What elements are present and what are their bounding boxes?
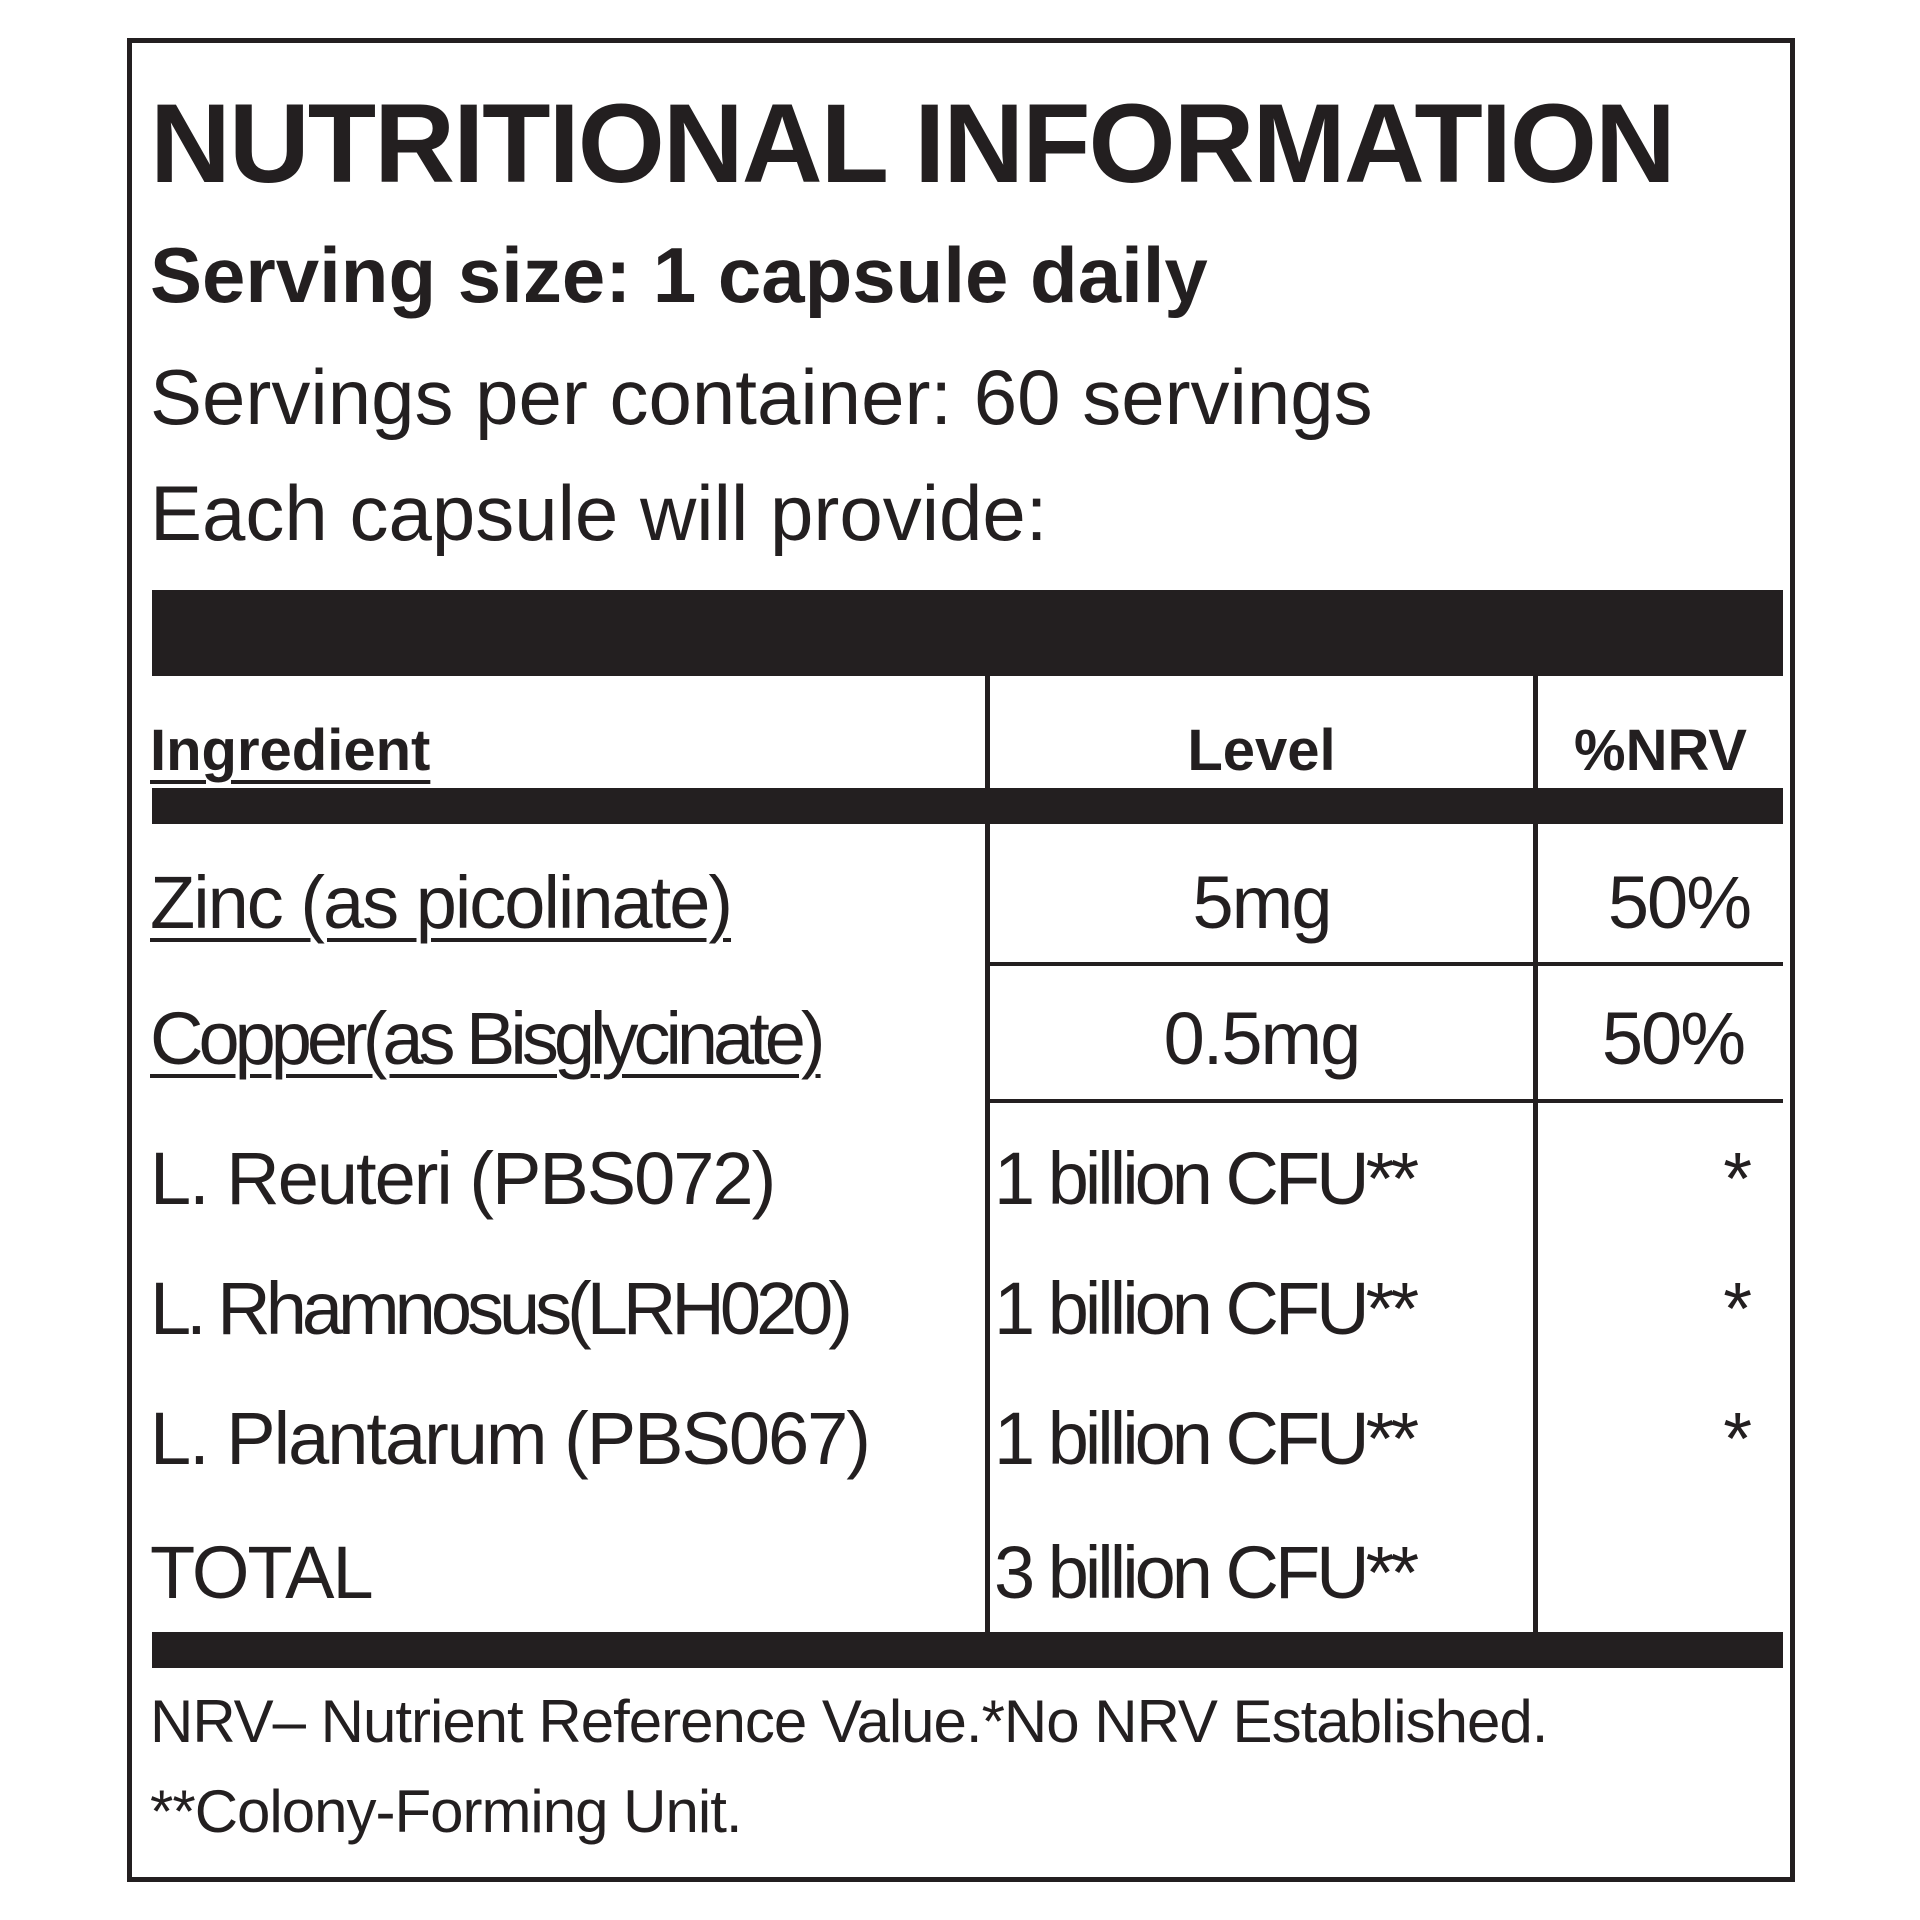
table-row-ingredient: Zinc (as picolinate) [150,861,732,944]
each-capsule-provides: Each capsule will provide: [150,469,1048,557]
row-divider [990,962,1533,966]
column-header-nrv: %NRV [1574,718,1747,783]
table-row-level: 1 billion CFU** [994,1137,1416,1220]
table-bottom-bar [152,1632,1783,1668]
table-row-nrv: * [1723,1397,1750,1480]
column-header-ingredient: Ingredient [150,718,431,783]
serving-size: Serving size: 1 capsule daily [150,231,1208,319]
table-row-level: 0.5mg [1163,997,1360,1080]
table-row-level: 1 billion CFU** [994,1397,1416,1480]
header-separator-bar [152,788,1783,824]
column-header-level: Level [1187,718,1336,783]
table-row-ingredient: L. Plantarum (PBS067) [150,1397,869,1480]
servings-per-container: Servings per container: 60 servings [150,353,1373,441]
table-top-bar [152,590,1783,676]
table-row-ingredient: TOTAL [150,1531,372,1614]
table-row-nrv: 50% [1601,997,1744,1080]
table-row-level: 1 billion CFU** [994,1267,1416,1350]
table-row-level: 3 billion CFU** [994,1531,1416,1614]
row-divider [1538,962,1783,966]
table-row-ingredient: L. Rhamnosus(LRH020) [150,1267,848,1350]
label-title: NUTRITIONAL INFORMATION [150,81,1674,206]
table-row-nrv: * [1723,1267,1750,1350]
footnote-nrv: NRV– Nutrient Reference Value.*No NRV Established. [150,1688,1548,1755]
table-row-nrv: * [1723,1137,1750,1220]
row-divider [990,1099,1533,1103]
table-row-nrv: 50% [1607,861,1750,944]
table-row-ingredient: L. Reuteri (PBS072) [150,1137,775,1220]
footnote-cfu: **Colony-Forming Unit. [150,1778,742,1845]
table-row-level: 5mg [1192,861,1331,944]
table-row-ingredient: Copper(as Bisglycinate) [150,997,821,1080]
row-divider [1538,1099,1783,1103]
